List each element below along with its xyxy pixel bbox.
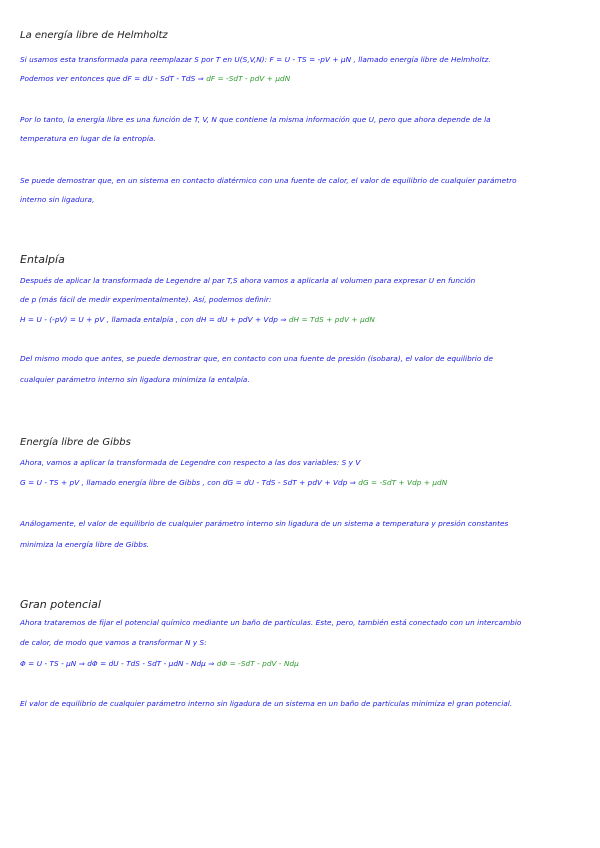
helmholtz-p3-line-1: Se puede demostrar que, en un sistema en contacto diatérmico con una fuente de calor, el valor de equilibrio de cualquier parámetro xyxy=(20,176,517,185)
gran-p2-line-1: El valor de equilibrio de cualquier parámetro interno sin ligadura de un sistema en un baño de partículas minimiza el gran potencial. xyxy=(20,699,513,708)
gran-dPhi-equation: dΦ = -SdT - pdV - Ndμ xyxy=(216,659,299,668)
gibbs-p2-line-1: Análogamente, el valor de equilibrio de cualquier parámetro interno sin ligadura de un sistema a temperatura y presión constantes xyxy=(20,519,509,528)
helmholtz-p3-line-2: interno sin ligadura, xyxy=(20,195,95,204)
entalpia-line-1: Después de aplicar la transformada de Legendre al par T,S ahora vamos a aplicarla al volumen para expresar U en función xyxy=(20,276,476,285)
gibbs-line-1: Ahora, vamos a aplicar la transformada de Legendre con respecto a las dos variables: S y V xyxy=(20,458,361,467)
gibbs-dG-equation: dG = -SdT + Vdp + μdN xyxy=(358,478,448,487)
helmholtz-line-2-text: Podemos ver entonces que dF = dU - SdT - TdS ⇒ xyxy=(20,74,207,83)
helmholtz-line-2 xyxy=(20,74,290,83)
helmholtz-line-1: Si usamos esta transformada para reemplazar S por T en U(S,V,N): F = U - TS = -pV + μN , llamado energía libre de Helmholtz. xyxy=(20,55,491,64)
helmholtz-p2-line-1: Por lo tanto, la energía libre es una función de T, V, N que contiene la misma información que U, pero que ahora depende de la xyxy=(20,115,491,124)
gran-line-2: de calor, de modo que vamos a transformar N y S: xyxy=(20,638,207,647)
entalpia-line-2: de p (más fácil de medir experimentalmente). Así, podemos definir: xyxy=(20,295,272,304)
gran-line-3-text: Φ = U - TS - μN ⇒ dΦ = dU - TdS - SdT - μdN - Ndμ ⇒ xyxy=(20,659,217,668)
gran-line-3 xyxy=(20,659,299,668)
helmholtz-p2-line-2: temperatura en lugar de la entropía. xyxy=(20,134,156,143)
heading-gran-potencial: Gran potencial xyxy=(20,598,101,611)
gibbs-line-2 xyxy=(20,478,447,487)
entalpia-p2-line-2: cualquier parámetro interno sin ligadura minimiza la entalpía. xyxy=(20,375,250,384)
gibbs-p2-line-2: minimiza la energía libre de Gibbs. xyxy=(20,540,150,549)
heading-entalpia: Entalpía xyxy=(20,253,65,266)
entalpia-line-3 xyxy=(20,315,375,324)
entalpia-p2-line-1: Del mismo modo que antes, se puede demostrar que, en contacto con una fuente de presión (isobara), el valor de equilibrio de xyxy=(20,354,493,363)
heading-gibbs: Energía libre de Gibbs xyxy=(20,437,131,448)
helmholtz-dF-equation: dF = -SdT - pdV + μdN xyxy=(206,74,291,83)
entalpia-dH-equation: dH = TdS + pdV + μdN xyxy=(288,315,375,324)
gran-line-1: Ahora trataremos de fijar el potencial químico mediante un baño de partículas. Este, pero, también está conectado con un intercambio xyxy=(20,618,522,627)
entalpia-line-3-text: H = U - (-pV) = U + pV , llamada entalpía , con dH = dU + pdV + Vdp ⇒ xyxy=(20,315,289,324)
heading-helmholtz: La energía libre de Helmholtz xyxy=(20,30,168,41)
gibbs-line-2-text: G = U - TS + pV , llamado energía libre de Gibbs , con dG = dU - TdS - SdT + pdV + Vdp ⇒ xyxy=(20,478,359,487)
